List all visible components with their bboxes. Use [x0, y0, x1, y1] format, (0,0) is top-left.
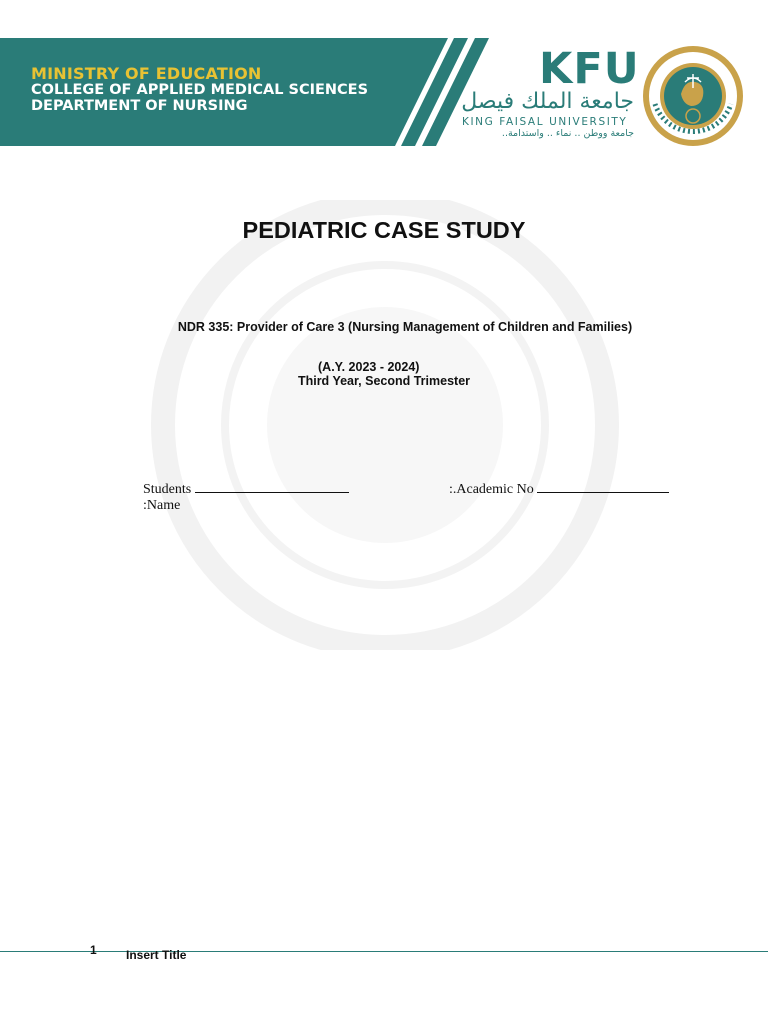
document-title: PEDIATRIC CASE STUDY: [242, 217, 526, 243]
term-label: Third Year, Second Trimester: [297, 374, 471, 388]
college-label: COLLEGE OF APPLIED MEDICAL SCIENCES: [31, 82, 369, 98]
name-label: :Name: [143, 498, 181, 513]
kfu-logo-abbr: KFU: [539, 44, 640, 94]
kfu-logo-tagline: جامعة ووطن .. نماء .. واستدامة..: [501, 128, 634, 139]
academic-year: (A.Y. 2023 - 2024): [318, 360, 420, 374]
kfu-logo-arabic: جامعة الملك فيصل: [461, 89, 634, 114]
page-number: 1: [90, 943, 97, 957]
footer-title: Insert Title: [126, 948, 187, 962]
course-name: NDR 335: Provider of Care 3 (Nursing Management of Children and Families): [177, 320, 633, 334]
ministry-label: MINISTRY OF EDUCATION: [31, 64, 262, 83]
kfu-watermark: [150, 200, 620, 655]
kfu-seal-icon: [641, 44, 745, 153]
academic-label: :.Academic No: [449, 482, 534, 497]
students-name-blank[interactable]: [195, 492, 349, 493]
academic-no-field: [449, 482, 669, 498]
banner-text: [31, 66, 368, 114]
footer-divider: [0, 951, 768, 952]
academic-no-blank[interactable]: [537, 492, 669, 493]
students-label: Students: [143, 482, 192, 497]
kfu-logo-english: KING FAISAL UNIVERSITY: [462, 116, 628, 128]
department-label: DEPARTMENT OF NURSING: [31, 98, 248, 114]
students-name-field: [143, 482, 349, 498]
